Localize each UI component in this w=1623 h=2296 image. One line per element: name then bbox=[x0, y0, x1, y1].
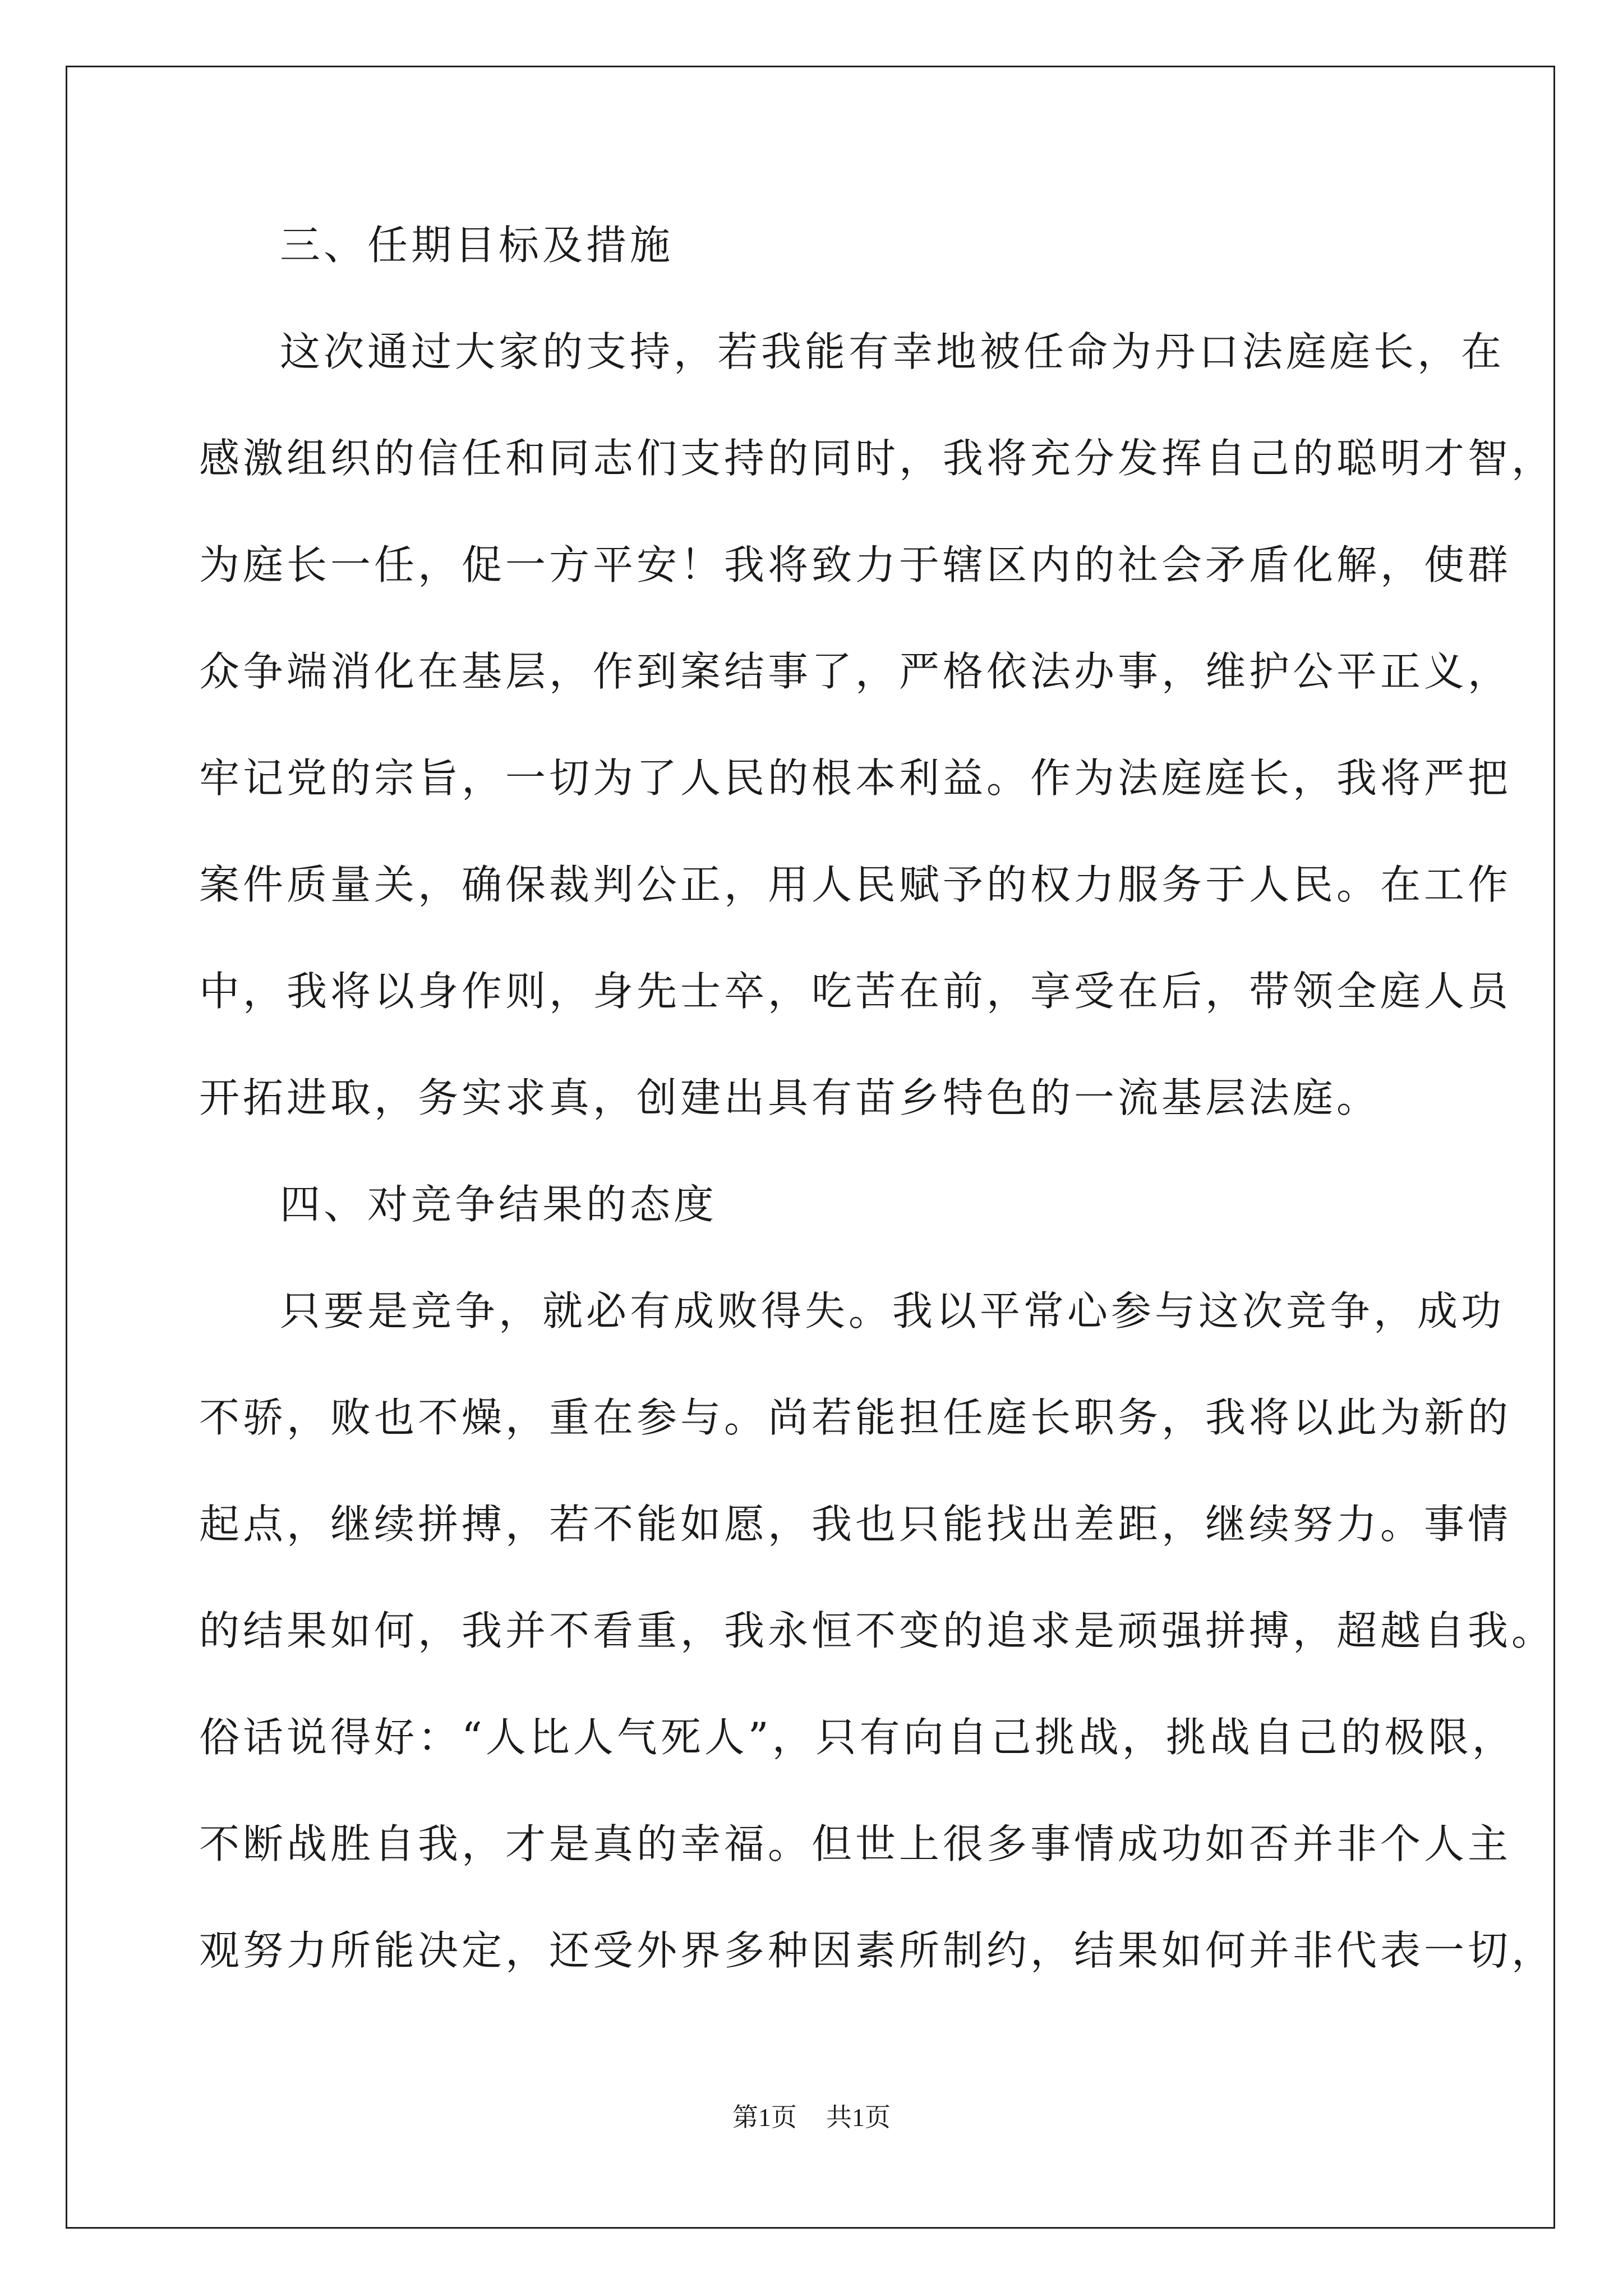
paragraph-line: 俗话说得好：“人比人气死人”，只有向自己挑战，挑战自己的极限， bbox=[199, 1714, 1516, 1761]
paragraph-line: 只要是竞争，就必有成败得失。我以平常心参与这次竞争，成功 bbox=[280, 1287, 1505, 1335]
paragraph-line: 观努力所能决定，还受外界多种因素所制约，结果如何并非代表一切， bbox=[199, 1927, 1556, 1974]
page-number: 第1页 bbox=[732, 2103, 797, 2132]
paragraph-line: 为庭长一任，促一方平安！我将致力于辖区内的社会矛盾化解，使群 bbox=[199, 541, 1512, 588]
paragraph-line: 不断战胜自我，才是真的幸福。但世上很多事情成功如否并非个人主 bbox=[199, 1820, 1512, 1867]
section-heading-3: 三、任期目标及措施 bbox=[280, 222, 674, 269]
paragraph-line: 牢记党的宗旨，一切为了人民的根本利益。作为法庭庭长，我将严把 bbox=[199, 754, 1512, 802]
paragraph-line: 开拓进取，务实求真，创建出具有苗乡特色的一流基层法庭。 bbox=[199, 1074, 1381, 1121]
paragraph-line: 这次通过大家的支持，若我能有幸地被任命为丹口法庭庭长，在 bbox=[280, 328, 1505, 375]
page-footer bbox=[0, 2097, 1623, 2134]
paragraph-line: 不骄，败也不燥，重在参与。尚若能担任庭长职务，我将以此为新的 bbox=[199, 1394, 1512, 1441]
page-count: 共1页 bbox=[826, 2103, 891, 2132]
paragraph-line: 起点，继续拼搏，若不能如愿，我也只能找出差距，继续努力。事情 bbox=[199, 1501, 1512, 1548]
paragraph-line: 的结果如何，我并不看重，我永恒不变的追求是顽强拼搏，超越自我。 bbox=[199, 1607, 1556, 1654]
paragraph-line: 中，我将以身作则，身先士卒，吃苦在前，享受在后，带领全庭人员 bbox=[199, 968, 1512, 1015]
paragraph-line: 感激组织的信任和同志们支持的同时，我将充分发挥自己的聪明才智， bbox=[199, 435, 1556, 482]
section-heading-4: 四、对竞争结果的态度 bbox=[280, 1181, 718, 1228]
paragraph-line: 众争端消化在基层，作到案结事了，严格依法办事，维护公平正义， bbox=[199, 648, 1512, 695]
paragraph-line: 案件质量关，确保裁判公正，用人民赋予的权力服务于人民。在工作 bbox=[199, 861, 1512, 908]
document-body bbox=[199, 213, 1556, 2025]
